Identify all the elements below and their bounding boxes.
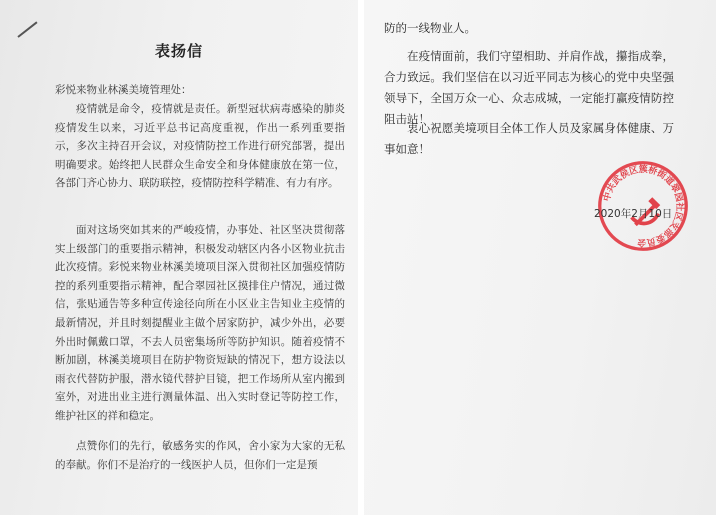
paragraph-5: 衷心祝愿美境项目全体工作人员及家属身体健康、万事如意！ (384, 121, 674, 156)
letter-date: 2020年2月10日 (594, 208, 673, 220)
pen-mark (17, 21, 37, 37)
paragraph-1: 疫情就是命令，疫情就是责任。新型冠状病毒感染的肺炎疫情发生以来，习近平总书记高度重视，作出一系列重要指示，多次主持召开会议，对疫情防控工作进行研究部署，提出明确要求。始终把人民群众生命安全和身体健康放在第一位，各部门齐心协力、联防联控，疫情防控科学精准、有力有序。 (55, 103, 345, 190)
letter-title: 表扬信 (154, 42, 203, 60)
paragraph-2: 面对这场突如其来的严峻疫情，办事处、社区坚决贯彻落实上级部门的重要指示精神，积极发动辖区内各小区物业抗击此次疫情。彩悦来物业林溪美境项目深入贯彻社区加强疫情防控的系列重要指示精神，配合翠园社区摸排住户情况，通过微信，张贴通告等多种宣传途径向所在小区业主告知业主疫情的最新情况，并且时刻提醒业主做个居家防护，减少外出，必要外出时佩戴口罩，不去人员密集场所等防护知识。随着疫情不断加剧，林溪美境项目在防护物资短缺的情况下，想方设法以雨衣代替防护服，潜水镜代替护目镜，把工作场所从室内搬到室外，对进出业主进行测量体温、出入实时登记等防控工作，维护社区的祥和稳定。 (55, 224, 345, 422)
letter-salutation: 彩悦来物业林溪美境管理处： (55, 84, 192, 96)
paragraph-4: 在疫情面前，我们守望相助、并肩作战，攥指成拳，合力致远。我们坚信在以习近平同志为核心的党中央坚强领导下，全国万众一心、众志成城，一定能打赢疫情防控阻击站！ (384, 49, 674, 126)
seal-text: 中共武侯区簇桥街道翠园社区支部委员会 (602, 165, 684, 247)
paragraph-3: 点赞你们的先行，敏感务实的作风，舍小家为大家的无私的奉献。你们不是治疗的一线医护人员，但你们一定是预 (55, 440, 345, 471)
continuation-line: 防的一线物业人。 (384, 21, 476, 35)
